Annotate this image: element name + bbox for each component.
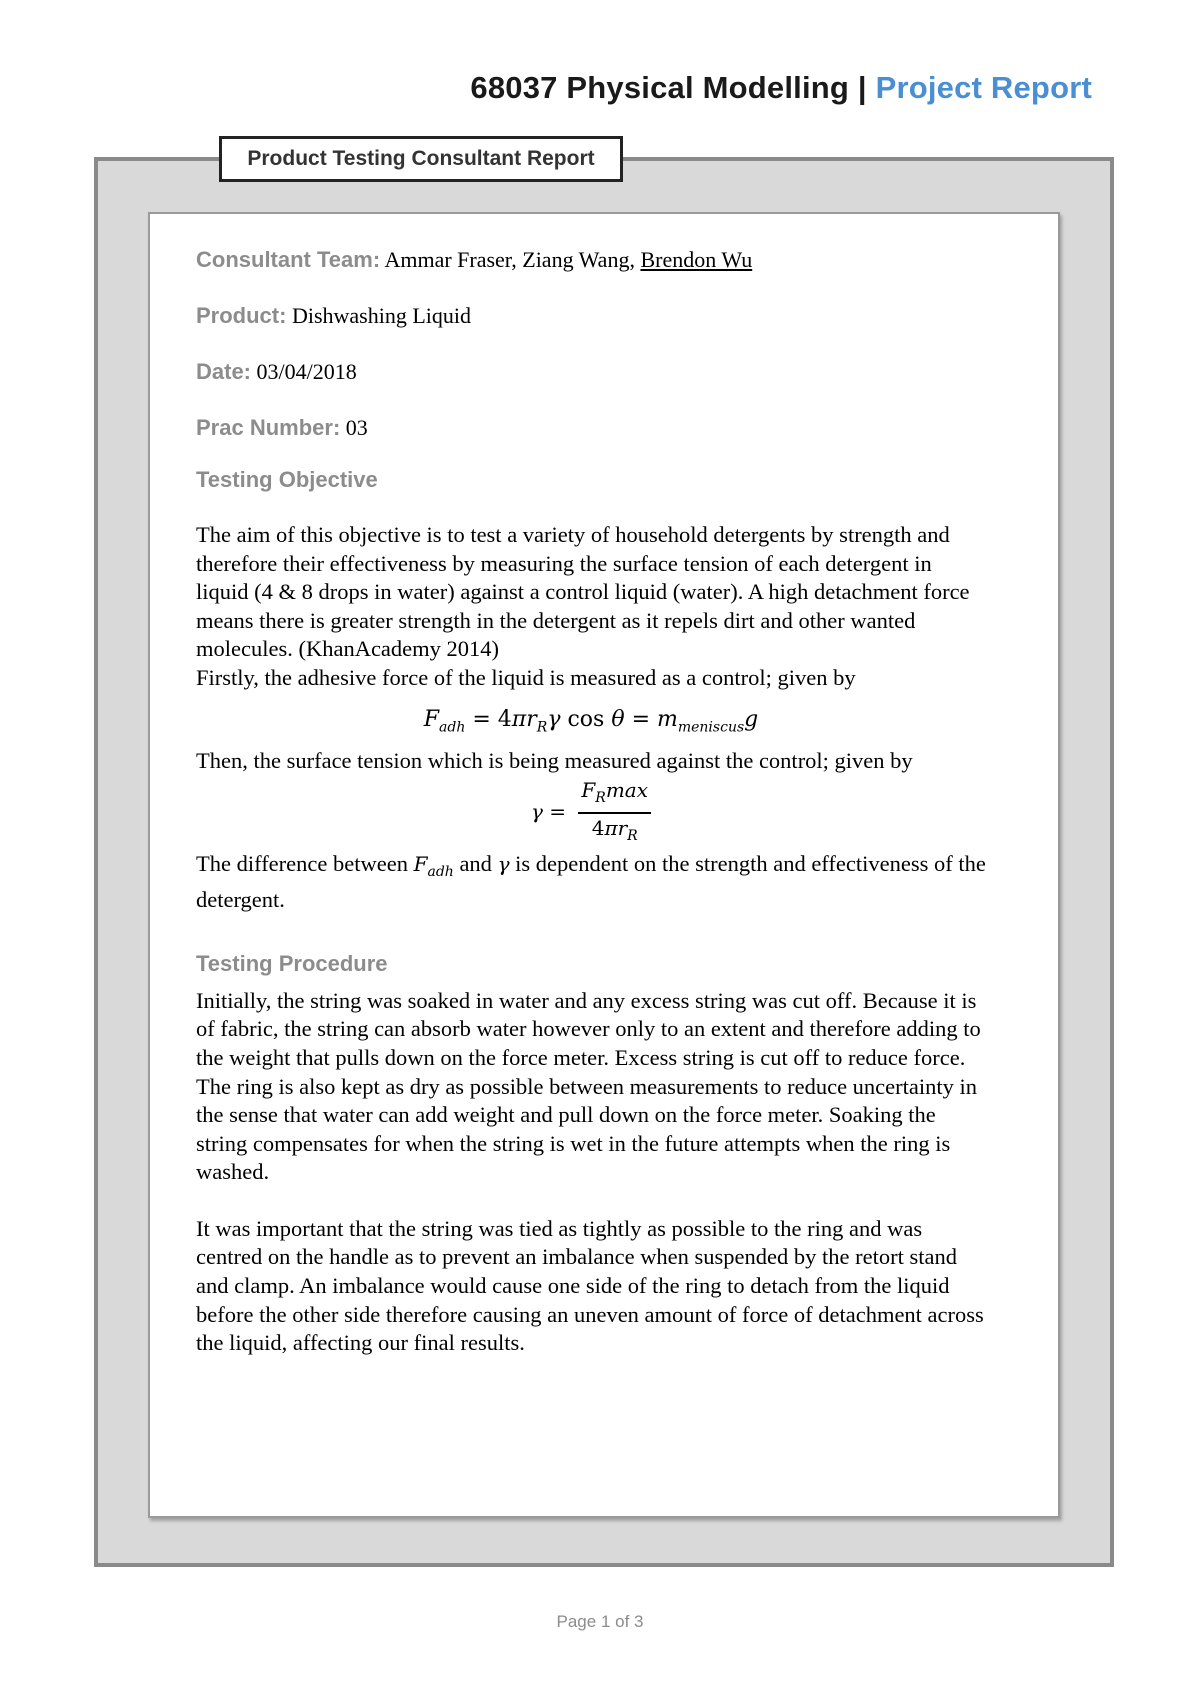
objective-paragraph-1: The aim of this objective is to test a variety of household detergents by strength and therefore their effectiveness by measuring the surface tension of each detergent in liquid (4 & 8 drops in water) against a control liquid (water). A high detachment force means there is greater strength in the detergent as it repels dirt and other wanted molecules. (KhanAcademy 2014) — [196, 522, 970, 662]
gamma-symbol: γ — [497, 851, 510, 876]
product-field — [196, 301, 986, 331]
objective-paragraph-2: Firstly, the adhesive force of the liquid is measured as a control; given by — [196, 664, 856, 690]
consultant-team-label: Consultant Team: — [196, 247, 381, 272]
date-field — [196, 357, 986, 387]
frame-label: Product Testing Consultant Report — [219, 136, 623, 182]
objective-paragraph-4 — [196, 850, 986, 915]
prac-number-label: Prac Number: — [196, 415, 341, 440]
report-title: Project Report — [875, 70, 1092, 105]
equation-fraction: $\frac{F_R\max}{4\pi r_R}$ — [578, 778, 651, 848]
consultant-team-member-underlined: Brendon Wu — [640, 247, 753, 272]
testing-procedure-heading: Testing Procedure — [196, 950, 388, 976]
paragraph-4-text-after: is dependent on the strength and effectiveness of the detergent. — [196, 850, 986, 913]
date-label: Date: — [196, 359, 252, 384]
surface-tension-equation: γ = $\frac{F_R\max}{4\pi r_R}$ — [196, 778, 986, 848]
paragraph-4-text-middle: and — [459, 850, 492, 876]
adhesive-force-equation: $F_{adh} = 4\pi r_R\gamma$ $\cos \theta = m_{meniscus}g$ — [423, 706, 759, 735]
consultant-team-field — [196, 245, 986, 275]
page-number: Page 1 of 3 — [556, 1612, 644, 1631]
paragraph-4-text-before: The difference between — [196, 850, 408, 876]
date-value: 03/04/2018 — [256, 359, 357, 384]
course-title: 68037 Physical Modelling — [470, 70, 850, 105]
product-value: Dishwashing Liquid — [291, 303, 472, 328]
product-label: Product: — [196, 303, 287, 328]
objective-paragraph-3: Then, the surface tension which is being measured against the control; given by — [196, 747, 913, 773]
f-adh-symbol: $F_{adh}$ — [413, 851, 454, 880]
prac-number-field — [196, 413, 986, 443]
prac-number-value: 03 — [345, 415, 368, 440]
testing-objective-heading: Testing Objective — [196, 467, 378, 492]
procedure-paragraph-2: It was important that the string was tied as tightly as possible to the ring and was centred on the handle as to prevent an imbalance when suspended by the retort stand and clamp. An imbalance would cause one side of the ring to detach from the liquid before the other side therefore causing an uneven amount of force of detachment across the liquid, affecting our final results. — [196, 1215, 984, 1356]
page-header — [470, 70, 1092, 106]
report-content — [196, 245, 986, 1358]
consultant-team-members: Ammar Fraser, Ziang Wang, — [384, 247, 635, 272]
procedure-paragraph-1: Initially, the string was soaked in water and any excess string was cut off. Because it is of fabric, the string can absorb water however only to an extent and therefore adding to the weight that pulls down on the force meter. Excess string is cut off to reduce force. The ring is also kept as dry as possible between measurements to reduce uncertainty in the sense that water can add weight and pull down on the force meter. Soaking the string compensates for when the string is wet in the future attempts when the ring is washed. — [196, 987, 981, 1185]
header-separator: | — [857, 70, 867, 105]
